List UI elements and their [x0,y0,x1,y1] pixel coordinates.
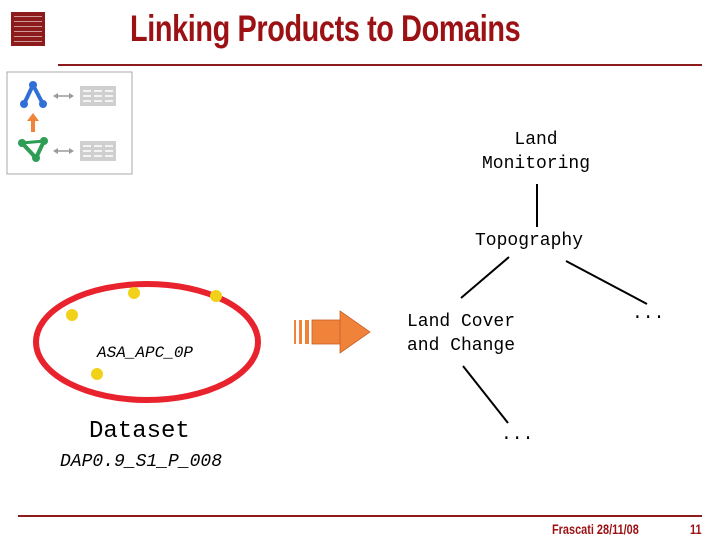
tree-node-ellipsis-right: ... [632,304,665,324]
tree-node-root-line1: Land [514,130,558,150]
page-title: Linking Products to Domains [130,8,521,49]
dataset-dot [66,309,78,321]
dataset-label: Dataset [89,418,190,445]
footer-location-date: Frascati 28/11/08 [552,521,639,537]
tree-node-ellipsis-bottom: ... [501,425,534,445]
edge-topography-landcover [461,257,509,298]
edge-topography-ellipsis [566,261,647,304]
tree-node-land-cover [407,310,515,358]
tree-node-land-cover-line2: and Change [407,336,516,356]
legend-icon-panel [7,72,132,174]
product-label: ASA_APC_0P [97,344,194,362]
page-number: 11 [690,521,702,537]
tree-node-land-cover-line1: Land Cover [407,312,516,332]
dataset-dot [91,368,103,380]
tree-node-root [466,128,606,176]
tree-node-topography: Topography [475,231,584,251]
link-arrow [294,311,370,353]
dataset-dot [128,287,140,299]
table-icon-top [80,86,116,106]
tree-node-root-line2: Monitoring [481,154,591,174]
table-icon-bottom [80,141,116,161]
footer-divider [18,515,702,517]
dataset-id: DAP0.9_S1_P_008 [60,452,223,472]
dataset-dot [210,290,222,302]
edge-landcover-ellipsis [463,366,508,423]
